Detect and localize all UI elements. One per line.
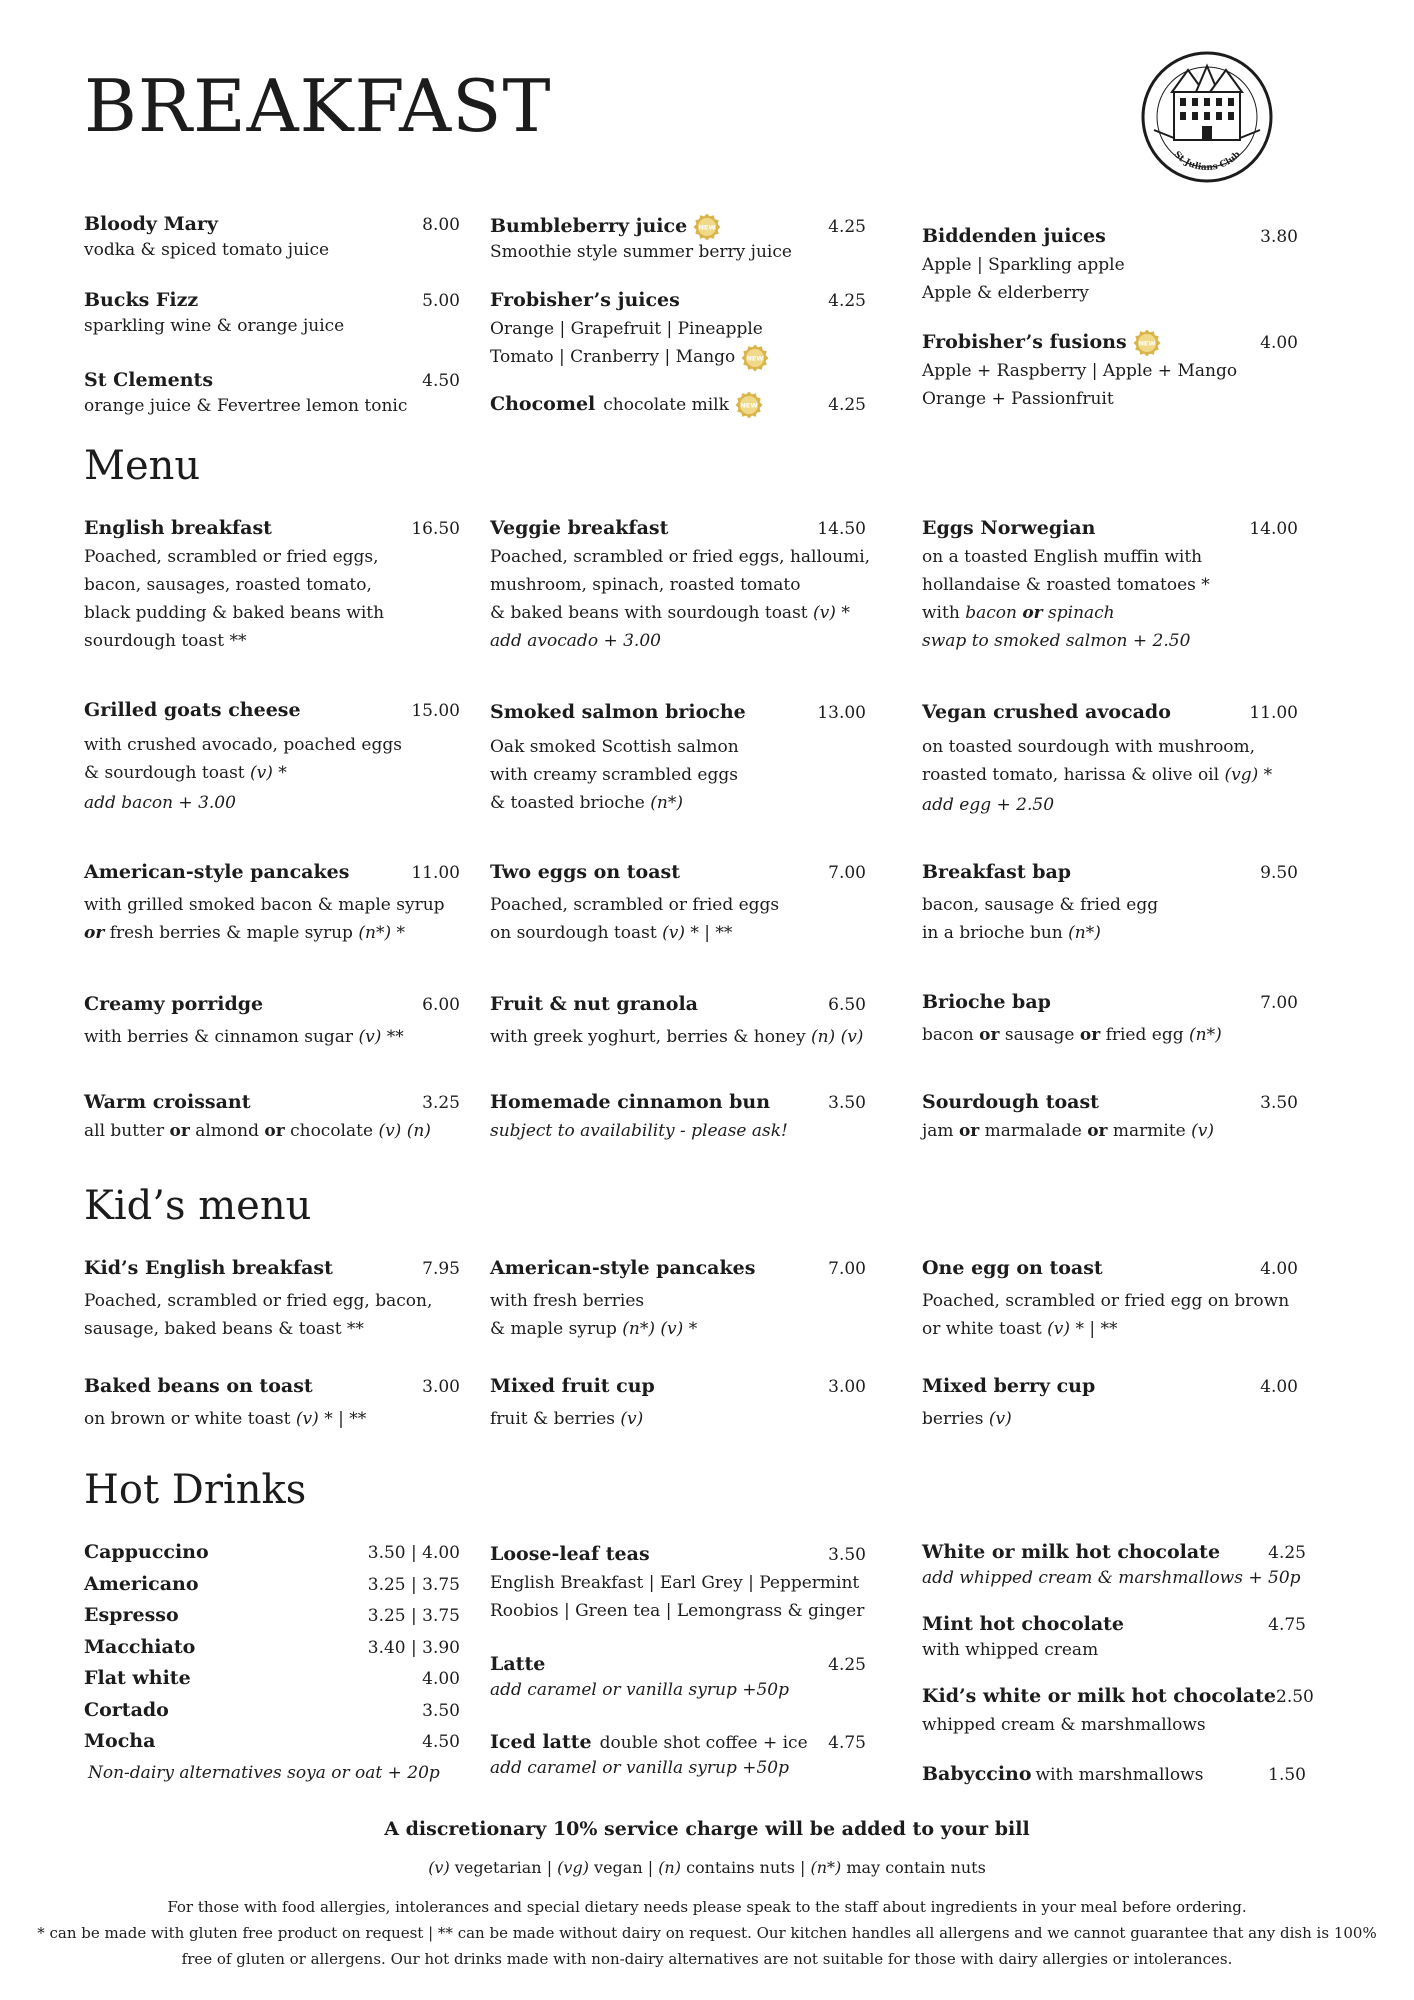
item-name: Frobisher’s juices: [490, 289, 680, 311]
item-price: 4.75: [828, 1733, 866, 1753]
item-price: 4.25: [828, 291, 866, 311]
item-description: fruit & berries: [490, 1409, 615, 1429]
menu-item: [84, 696, 460, 817]
item-name: Loose-leaf teas: [490, 1543, 650, 1565]
item-name: Baked beans on toast: [84, 1375, 313, 1397]
dietary-tag: (v): [358, 1027, 382, 1047]
item-name: Cortado: [84, 1698, 169, 1721]
dietary-tag: (v): [620, 1409, 644, 1429]
item-price: 14.00: [1249, 519, 1298, 539]
kids-item: [84, 1254, 460, 1343]
item-description: sausage: [1004, 1025, 1075, 1045]
section-heading-menu: Menu: [84, 443, 201, 489]
dietary-tag: (v): [988, 1409, 1012, 1429]
item-price: 3.00: [828, 1377, 866, 1397]
item-description: Apple + Raspberry | Apple + Mango: [922, 361, 1238, 381]
item-description: all butter: [84, 1121, 165, 1141]
or-word: or: [1022, 603, 1043, 623]
item-name: Frobisher’s fusions: [922, 331, 1127, 353]
item-price: 15.00: [411, 701, 460, 721]
item-description: sparkling wine & orange juice: [84, 316, 345, 336]
item-name: Brioche bap: [922, 991, 1051, 1013]
service-charge-notice: A discretionary 10% service charge will be added to your bill: [384, 1818, 1030, 1840]
item-description: Orange | Grapefruit | Pineapple: [490, 319, 763, 339]
menu-item: [490, 990, 866, 1051]
dietary-tag: (n*): [1068, 923, 1101, 943]
item-description: Poached, scrambled or fried eggs, halloumi,: [490, 547, 871, 567]
item-name: Cappuccino: [84, 1541, 209, 1563]
item-price: 3.40 | 3.90: [367, 1637, 460, 1658]
item-name: Sourdough toast: [922, 1091, 1099, 1113]
item-description: Orange + Passionfruit: [922, 389, 1114, 409]
item-name: Iced latte: [490, 1731, 592, 1753]
item-description: on sourdough toast: [490, 923, 657, 943]
item-price: 4.00: [422, 1669, 460, 1689]
kids-item: [922, 1254, 1298, 1343]
item-price: 3.50: [1260, 1093, 1298, 1113]
dietary-tag: (v): [250, 763, 273, 783]
item-description: black pudding & baked beans with: [84, 603, 385, 623]
dietary-marker: *: [278, 763, 287, 783]
hot-drink-item: [490, 1728, 866, 1779]
item-description: on toasted sourdough with mushroom,: [922, 737, 1256, 757]
item-name: Bloody Mary: [84, 213, 218, 235]
item-description: with grilled smoked bacon & maple syrup: [84, 895, 445, 915]
item-name: Two eggs on toast: [490, 861, 680, 883]
item-price: 11.00: [1249, 703, 1298, 723]
item-name: Flat white: [84, 1667, 191, 1689]
item-description: almond: [195, 1121, 259, 1141]
item-price: 4.75: [1268, 1615, 1306, 1635]
legend-text: vegetarian |: [449, 1858, 558, 1877]
new-badge-icon: [693, 213, 721, 241]
kids-item: [84, 1372, 460, 1433]
item-name: Bumbleberry juice: [490, 215, 688, 237]
dietary-tag: (v): [1047, 1319, 1071, 1339]
item-name: English breakfast: [84, 517, 272, 539]
new-badge-icon: [1133, 329, 1161, 357]
menu-item: [490, 1088, 866, 1145]
dietary-marker: * | **: [690, 923, 733, 943]
drink-item: [84, 286, 460, 337]
item-description: with whipped cream: [922, 1640, 1099, 1660]
legend-symbol: (n*): [810, 1858, 842, 1877]
dietary-tag: (v): [662, 923, 685, 943]
item-description: subject to availability - please ask!: [490, 1121, 788, 1141]
hot-drink-item: [922, 1682, 1314, 1739]
item-description: Poached, scrambled or fried egg, bacon,: [84, 1291, 433, 1311]
dietary-tag: (n*) (v): [622, 1319, 684, 1339]
hot-drink-item: [922, 1760, 1306, 1789]
menu-item: [922, 988, 1298, 1049]
item-description: berries: [922, 1409, 984, 1429]
item-name: American-style pancakes: [490, 1257, 756, 1279]
hot-drink-item: [490, 1650, 866, 1701]
st-julians-club-logo: [1138, 50, 1276, 188]
item-price: 4.50: [422, 1732, 460, 1752]
item-description: Poached, scrambled or fried eggs: [490, 895, 780, 915]
item-description: & maple syrup: [490, 1319, 617, 1339]
item-description: or white toast: [922, 1319, 1042, 1339]
item-description: bacon, sausage & fried egg: [922, 895, 1159, 915]
item-name: Fruit & nut granola: [490, 993, 698, 1015]
item-note: chocolate milk: [603, 395, 729, 415]
item-description: vodka & spiced tomato juice: [84, 240, 330, 260]
drink-item: [922, 328, 1298, 413]
item-name: One egg on toast: [922, 1257, 1103, 1279]
item-description: jam: [922, 1121, 954, 1141]
item-addon: add whipped cream & marshmallows + 50p: [922, 1568, 1301, 1588]
coffee-row: [84, 1727, 460, 1759]
item-price: 4.25: [1268, 1543, 1306, 1563]
new-badge-icon: [741, 344, 769, 372]
item-description: chocolate: [290, 1121, 374, 1141]
item-price: 4.00: [1260, 1259, 1298, 1279]
item-name: Biddenden juices: [922, 225, 1106, 247]
menu-item: [922, 1088, 1298, 1145]
coffee-row: [84, 1601, 460, 1633]
item-name: Kid’s white or milk hot chocolate: [922, 1685, 1276, 1707]
item-name: Eggs Norwegian: [922, 517, 1096, 539]
item-price: 3.25: [422, 1093, 460, 1113]
item-name: Warm croissant: [84, 1091, 251, 1113]
coffee-list: [84, 1538, 460, 1787]
or-word: or: [979, 1025, 1000, 1045]
dietary-legend: [0, 1858, 1414, 1877]
dietary-tag: (vg): [1224, 765, 1259, 785]
dietary-tag: (n*): [650, 793, 683, 813]
item-price: 7.95: [422, 1259, 460, 1279]
item-price: 4.50: [422, 371, 460, 391]
hot-drink-item: [922, 1538, 1306, 1589]
logo-seal-icon: [1138, 50, 1276, 188]
item-price: 4.00: [1260, 1377, 1298, 1397]
item-price: 3.25 | 3.75: [367, 1574, 460, 1595]
drink-item: [922, 222, 1298, 307]
item-description: marmalade: [984, 1121, 1082, 1141]
item-price: 2.50: [1276, 1687, 1314, 1707]
dietary-marker: *: [1263, 765, 1273, 785]
item-description: roasted tomato, harissa & olive oil: [922, 765, 1220, 785]
item-description: whipped cream & marshmallows: [922, 1715, 1206, 1735]
menu-item: [490, 858, 866, 947]
or-word: or: [169, 1121, 190, 1141]
item-description: Poached, scrambled or fried egg on brown: [922, 1291, 1290, 1311]
item-price: 4.00: [1260, 333, 1298, 353]
item-description: Apple | Sparkling apple: [922, 255, 1125, 275]
dietary-tag: (n*): [1189, 1025, 1222, 1045]
item-description: on a toasted English muffin with: [922, 547, 1203, 567]
hot-drink-item: [490, 1540, 866, 1625]
item-price: 7.00: [1260, 993, 1298, 1013]
legend-text: may contain nuts: [841, 1858, 986, 1877]
item-description: fried egg: [1105, 1025, 1184, 1045]
item-name: Macchiato: [84, 1635, 196, 1658]
item-option: spinach: [1048, 603, 1115, 623]
svg-text:NEW: NEW: [740, 401, 758, 410]
coffee-row: [84, 1664, 460, 1696]
menu-item: [84, 1088, 460, 1145]
item-addon: add bacon + 3.00: [84, 793, 236, 813]
item-name: Vegan crushed avocado: [922, 701, 1171, 723]
item-name: Mint hot chocolate: [922, 1613, 1125, 1635]
item-description: hollandaise & roasted tomatoes *: [922, 575, 1210, 595]
item-price: 3.50: [422, 1700, 460, 1721]
item-name: Chocomel: [490, 393, 596, 415]
item-description: with creamy scrambled eggs: [490, 765, 738, 785]
item-addon: add caramel or vanilla syrup +50p: [490, 1680, 789, 1700]
item-price: 4.25: [828, 217, 866, 237]
item-description: with: [922, 603, 960, 623]
item-price: 3.00: [422, 1377, 460, 1397]
item-name: Latte: [490, 1653, 546, 1675]
drink-item: [84, 366, 460, 417]
svg-text:St Julians Club: St Julians Club: [1171, 149, 1243, 174]
item-name: Veggie breakfast: [490, 517, 669, 539]
legend-symbol: (v): [428, 1858, 450, 1877]
svg-text:NEW: NEW: [746, 354, 764, 362]
dietary-marker: * | **: [324, 1409, 367, 1429]
legend-text: vegan |: [588, 1858, 659, 1877]
item-price: 11.00: [411, 863, 460, 883]
item-description: & sourdough toast: [84, 763, 245, 783]
item-price: 6.50: [828, 995, 866, 1015]
dietary-marker: * | **: [1075, 1319, 1118, 1339]
item-price: 3.80: [1260, 227, 1298, 247]
item-description: marmite: [1112, 1121, 1186, 1141]
item-note: double shot coffee + ice: [599, 1733, 808, 1753]
item-name: Mixed berry cup: [922, 1375, 1096, 1397]
coffee-row: [84, 1633, 460, 1665]
menu-item: [490, 698, 866, 817]
or-word: or: [958, 1121, 980, 1141]
item-price: 9.50: [1260, 863, 1298, 883]
section-heading-hot-drinks: Hot Drinks: [84, 1467, 307, 1513]
dietary-tag: (v): [1191, 1121, 1215, 1141]
item-price: 8.00: [422, 215, 460, 235]
legend-text: contains nuts |: [680, 1858, 811, 1877]
coffee-row: [84, 1570, 460, 1602]
item-name: Grilled goats cheese: [84, 699, 301, 721]
item-description: sausage, baked beans & toast **: [84, 1319, 364, 1339]
coffee-row: [84, 1696, 460, 1728]
item-description: English Breakfast | Earl Grey | Peppermint: [490, 1573, 860, 1593]
menu-item: [922, 514, 1298, 655]
item-addon: add caramel or vanilla syrup +50p: [490, 1758, 789, 1778]
item-description: with crushed avocado, poached eggs: [84, 735, 402, 755]
item-name: Americano: [84, 1572, 199, 1595]
drink-item: [490, 390, 866, 419]
menu-item: [84, 858, 460, 947]
item-addon: add egg + 2.50: [922, 795, 1055, 815]
item-name: Creamy porridge: [84, 993, 264, 1015]
allergy-line: For those with food allergies, intolerances and special dietary needs please speak to the staff about ingredients in your meal before ordering.: [167, 1898, 1247, 1916]
item-name: White or milk hot chocolate: [922, 1541, 1221, 1563]
item-description: with fresh berries: [490, 1291, 645, 1311]
coffee-row: [84, 1538, 460, 1570]
item-price: 14.50: [817, 519, 866, 539]
hot-drink-item: [922, 1610, 1306, 1661]
item-description: Oak smoked Scottish salmon: [490, 737, 739, 757]
item-description: with greek yoghurt, berries & honey: [490, 1027, 806, 1047]
dietary-tag: (n*): [358, 923, 392, 943]
menu-item: [84, 514, 460, 655]
item-price: 7.00: [828, 863, 866, 883]
dietary-marker: *: [841, 603, 850, 623]
item-description: Tomato | Cranberry | Mango: [490, 347, 736, 367]
item-description: Poached, scrambled or fried eggs,: [84, 547, 379, 567]
dietary-marker: *: [688, 1319, 698, 1339]
item-name: Kid’s English breakfast: [84, 1257, 333, 1279]
menu-item: [84, 990, 460, 1051]
drink-item: [490, 212, 866, 263]
item-name: American-style pancakes: [84, 861, 350, 883]
item-addon: add avocado + 3.00: [490, 631, 661, 651]
item-addon: swap to smoked salmon + 2.50: [922, 631, 1191, 651]
or-word: or: [84, 923, 105, 943]
item-description: bacon: [922, 1025, 974, 1045]
kids-item: [490, 1254, 866, 1343]
allergy-line: * can be made with gluten free product on request | ** can be made without dairy on request. Our kitchen handles all allergens and we cannot guarantee that any dish is 100%: [37, 1924, 1377, 1942]
menu-item: [922, 698, 1298, 819]
drink-item: [490, 286, 866, 372]
dietary-tag: (v): [295, 1409, 319, 1429]
item-description: & baked beans with sourdough toast: [490, 603, 808, 623]
item-price: 7.00: [828, 1259, 866, 1279]
item-name: Espresso: [84, 1604, 179, 1626]
item-name: Smoked salmon brioche: [490, 701, 746, 723]
item-name: St Clements: [84, 369, 214, 391]
item-name: Mocha: [84, 1730, 156, 1752]
or-word: or: [264, 1121, 285, 1141]
item-name: Bucks Fizz: [84, 289, 199, 311]
svg-text:NEW: NEW: [698, 223, 716, 232]
allergy-notice: [30, 1894, 1384, 1972]
item-description: bacon, sausages, roasted tomato,: [84, 575, 372, 595]
item-price: 3.50 | 4.00: [367, 1543, 460, 1563]
item-price: 4.25: [828, 395, 866, 415]
item-description: & toasted brioche: [490, 793, 645, 813]
dietary-tag: (n) (v): [810, 1027, 864, 1047]
item-name: Mixed fruit cup: [490, 1375, 655, 1397]
item-price: 6.00: [422, 995, 460, 1015]
item-description: Apple & elderberry: [922, 283, 1089, 303]
drink-item: [84, 210, 460, 261]
item-description: fresh berries & maple syrup: [109, 923, 353, 943]
item-price: 1.50: [1268, 1765, 1306, 1785]
svg-text:NEW: NEW: [1138, 339, 1156, 348]
item-description: with berries & cinnamon sugar: [84, 1027, 354, 1047]
item-description: on brown or white toast: [84, 1409, 291, 1429]
item-option: bacon: [965, 603, 1017, 623]
allergy-line: free of gluten or allergens. Our hot drinks made with non-dairy alternatives are not suitable for those with dairy allergies or intolerances.: [181, 1950, 1233, 1968]
item-price: 3.25 | 3.75: [367, 1606, 460, 1626]
item-description: sourdough toast **: [84, 631, 247, 651]
item-price: 16.50: [411, 519, 460, 539]
item-note: with marshmallows: [1035, 1765, 1204, 1785]
page-title: BREAKFAST: [84, 64, 552, 148]
item-price: 13.00: [817, 703, 866, 723]
non-dairy-note: Non-dairy alternatives soya or oat + 20p: [88, 1762, 440, 1783]
menu-item: [490, 514, 871, 655]
item-name: Homemade cinnamon bun: [490, 1091, 771, 1113]
item-description: Roobios | Green tea | Lemongrass & ginger: [490, 1601, 865, 1621]
section-heading-kids: Kid’s menu: [84, 1183, 312, 1229]
kids-item: [490, 1372, 866, 1433]
item-price: 4.25: [828, 1655, 866, 1675]
legend-symbol: (vg): [557, 1858, 589, 1877]
dietary-marker: *: [396, 923, 405, 943]
item-description: mushroom, spinach, roasted tomato: [490, 575, 801, 595]
item-price: 3.50: [828, 1545, 866, 1565]
dietary-tag: (v): [813, 603, 836, 623]
dietary-tag: (v) (n): [378, 1121, 431, 1141]
item-description: Smoothie style summer berry juice: [490, 242, 792, 262]
item-description: in a brioche bun: [922, 923, 1063, 943]
dietary-marker: **: [386, 1027, 404, 1047]
item-description: orange juice & Fevertree lemon tonic: [84, 396, 408, 416]
or-word: or: [1079, 1025, 1101, 1045]
or-word: or: [1087, 1121, 1108, 1141]
item-price: 3.50: [828, 1093, 866, 1113]
item-name: Babyccino: [922, 1763, 1032, 1785]
item-price: 5.00: [422, 291, 460, 311]
new-badge-icon: [735, 391, 763, 419]
kids-item: [922, 1372, 1298, 1433]
menu-item: [922, 858, 1298, 947]
item-name: Breakfast bap: [922, 861, 1072, 883]
legend-symbol: (n): [658, 1858, 681, 1877]
